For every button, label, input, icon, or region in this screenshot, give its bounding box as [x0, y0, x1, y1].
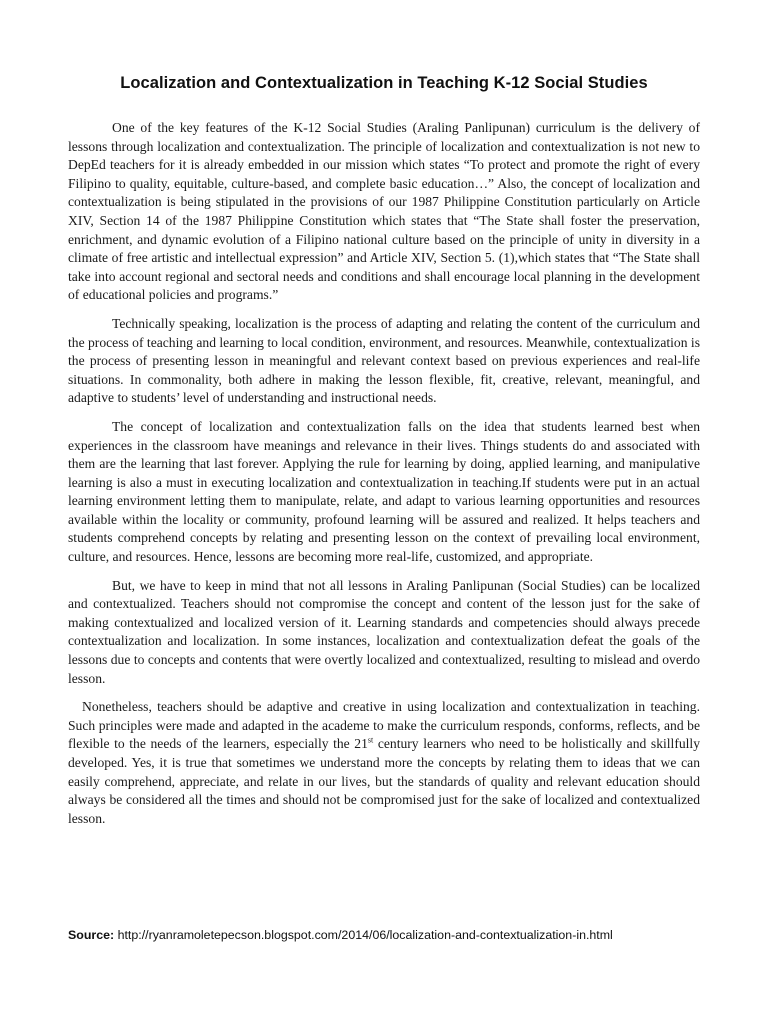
- paragraph-2: Technically speaking, localization is the process of adapting and relating the content of the curriculum and the process of teaching and learning to local condition, environment, and resources. Meanwhile, contextualization is the process of presenting lesson in meaningful and relevant context based on previous experiences and real-life situations. In commonality, both adhere in making the lesson flexible, fit, creative, relevant, meaningful, and adaptive to students’ level of understanding and instructional needs.: [68, 315, 700, 406]
- source-label: Source:: [68, 928, 115, 942]
- document-title: Localization and Contextualization in Teaching K-12 Social Studies: [120, 74, 648, 92]
- source-citation: [68, 928, 708, 942]
- paragraph-3: The concept of localization and contextualization falls on the idea that students learned best when experiences in the classroom have meanings and relevance in their lives. Things students do and associated with them are the learning that last forever. Applying the rule for learning by doing, applied learning, and manipulative learning is also a must in executing localization and contextualization in teaching.If students were put in an actual learning environment letting them to manipulate, relate, and adapt to various learning opportunities and resources available within the locality or community, profound learning will be assured and realized. It helps teachers and students comprehend concepts by relating and presenting lesson on the context of prevailing local environment, culture, and resources. Hence, lessons are becoming more real-life, customized, and appropriate.: [68, 418, 700, 565]
- ordinal-superscript: st: [367, 735, 374, 745]
- paragraph-1: One of the key features of the K-12 Social Studies (Araling Panlipunan) curriculum is the delivery of lessons through localization and contextualization. The principle of localization and contextualization is not new to DepEd teachers for it is already embedded in our mission which states “To protect and promote the right of every Filipino to quality, equitable, culture-based, and complete basic education…” Also, the concept of localization and contextualization is being stipulated in the provisions of our 1987 Philippine Constitution particularly on Article XIV, Section 14 of the 1987 Philippine Constitution which states that “The State shall foster the preservation, enrichment, and dynamic evolution of a Filipino national culture based on the principle of unity in diversity in a climate of free artistic and intellectual expression” and Article XIV, Section 5. (1),which states that “The State shall take into account regional and sectoral needs and conditions and shall encourage local planning in the development of educational policies and programs.”: [68, 120, 700, 303]
- paragraph-5-text-b: century learners who need to be holistically and skillfully developed. Yes, it is true that sometimes we understand more the concepts by relating them to ideas that we can easily comprehend, appreciate, and relate in our lives, but the standards of quality and relevant education should always be considered all the times and should not be compromised just for the sake of localized and contextualized lesson.: [68, 736, 700, 826]
- paragraph-5-text-a: Nonetheless, teachers should be adaptive and creative in using localization and contextualization in teaching. Such principles were made and adapted in the academe to make the curriculum responds, conforms, reflects, and be flexible to the needs of the learners, especially the 21: [68, 699, 700, 752]
- paragraph-4: But, we have to keep in mind that not all lessons in Araling Panlipunan (Social Studies) can be localized and contextualized. Teachers should not compromise the concept and content of the lesson just for the sake of making contextualized and localized version of it. Learning standards and competencies should always precede contextualization and localization. In some instances, localization and contextualization defeat the goals of the lessons due to concepts and contents that were overtly localized and contextualized, resulting to mislead and overdo lesson.: [68, 577, 700, 686]
- paragraph-5: [68, 698, 700, 828]
- source-url[interactable]: http://ryanramoletepecson.blogspot.com/2014/06/localization-and-contextualization-in.html: [117, 928, 613, 942]
